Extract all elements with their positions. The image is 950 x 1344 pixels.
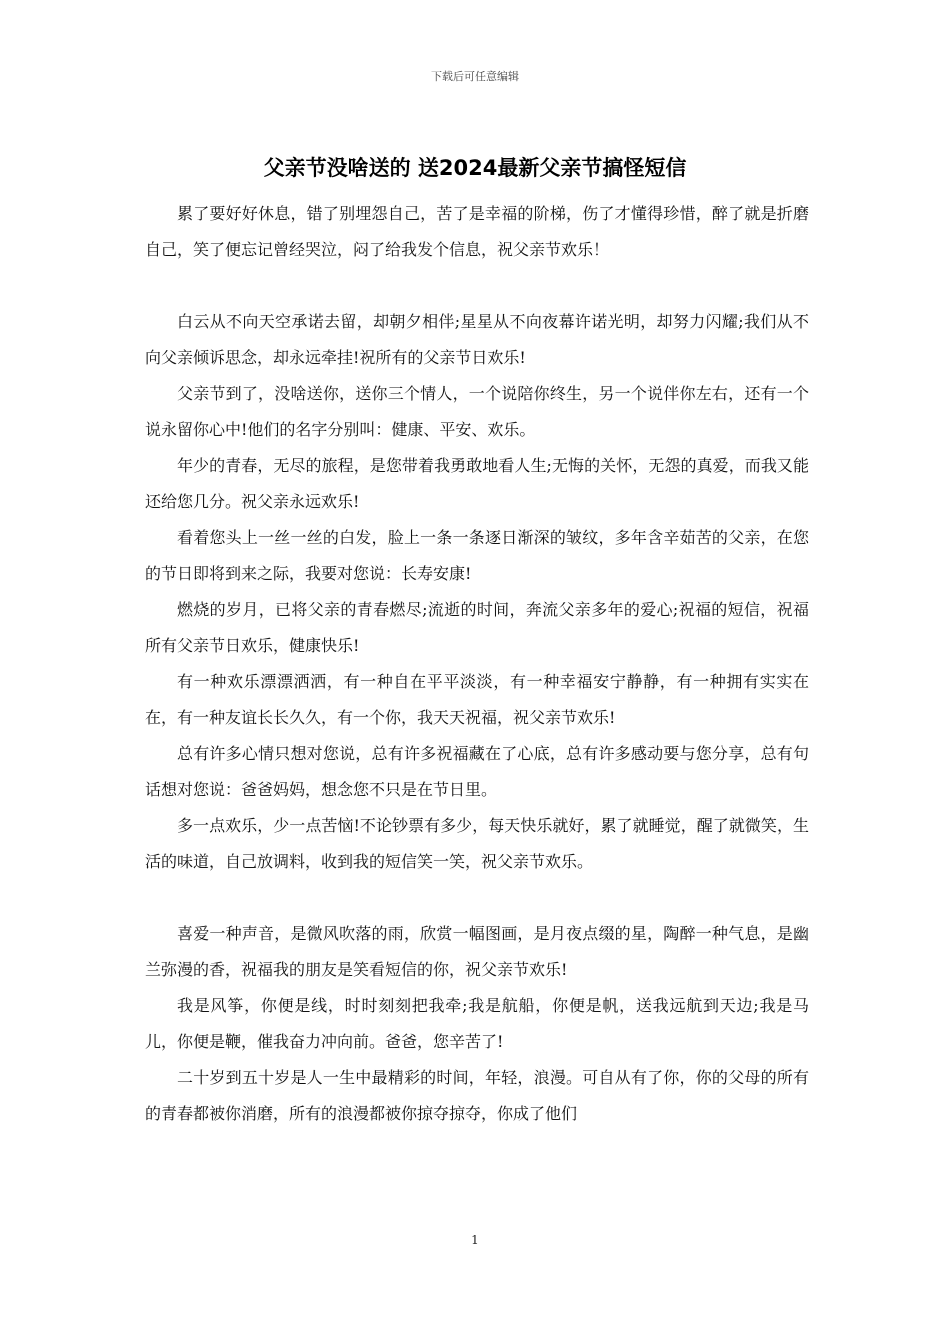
paragraph: 父亲节到了，没啥送你，送你三个情人，一个说陪你终生，另一个说伴你左右，还有一个说永留你心中!他们的名字分别叫：健康、平安、欢乐。 <box>145 384 809 439</box>
paragraph: 喜爱一种声音，是微风吹落的雨，欣赏一幅图画，是月夜点缀的星，陶醉一种气息，是幽兰弥漫的香，祝福我的朋友是笑看短信的你，祝父亲节欢乐! <box>145 924 809 979</box>
paragraph: 我是风筝，你便是线，时时刻刻把我牵;我是航船，你便是帆，送我远航到天边;我是马儿，你便是鞭，催我奋力冲向前。爸爸，您辛苦了! <box>145 996 809 1051</box>
paragraph: 有一种欢乐漂漂洒洒，有一种自在平平淡淡，有一种幸福安宁静静，有一种拥有实实在在，有一种友谊长长久久，有一个你，我天天祝福，祝父亲节欢乐! <box>145 672 809 727</box>
paragraph: 年少的青春，无尽的旅程，是您带着我勇敢地看人生;无悔的关怀，无怨的真爱，而我又能还给您几分。祝父亲永远欢乐! <box>145 456 809 511</box>
paragraph: 二十岁到五十岁是人一生中最精彩的时间，年轻，浪漫。可自从有了你，你的父母的所有的青春都被你消磨，所有的浪漫都被你掠夺掠夺，你成了他们 <box>145 1068 809 1123</box>
paragraph: 总有许多心情只想对您说，总有许多祝福藏在了心底，总有许多感动要与您分享，总有句话想对您说：爸爸妈妈，想念您不只是在节日里。 <box>145 744 809 799</box>
paragraph: 累了要好好休息，错了别埋怨自己，苦了是幸福的阶梯，伤了才懂得珍惜，醉了就是折磨自己，笑了便忘记曾经哭泣，闷了给我发个信息，祝父亲节欢乐！ <box>145 204 809 259</box>
paragraph: 燃烧的岁月，已将父亲的青春燃尽;流逝的时间，奔流父亲多年的爱心;祝福的短信，祝福所有父亲节日欢乐，健康快乐! <box>145 600 809 655</box>
page-header-note: 下载后可任意编辑 <box>431 70 519 83</box>
page-number: 1 <box>471 1233 479 1247</box>
paragraph: 看着您头上一丝一丝的白发，脸上一条一条逐日渐深的皱纹，多年含辛茹苦的父亲，在您的节日即将到来之际，我要对您说：长寿安康! <box>145 528 809 583</box>
document-title: 父亲节没啥送的 送2024最新父亲节搞怪短信 <box>263 156 687 180</box>
paragraph: 白云从不向天空承诺去留，却朝夕相伴;星星从不向夜幕许诺光明，却努力闪耀;我们从不向父亲倾诉思念，却永远牵挂!祝所有的父亲节日欢乐! <box>145 312 809 367</box>
document-body <box>145 196 809 1132</box>
paragraph: 多一点欢乐，少一点苦恼!不论钞票有多少，每天快乐就好，累了就睡觉，醒了就微笑，生活的味道，自己放调料，收到我的短信笑一笑，祝父亲节欢乐。 <box>145 816 809 871</box>
